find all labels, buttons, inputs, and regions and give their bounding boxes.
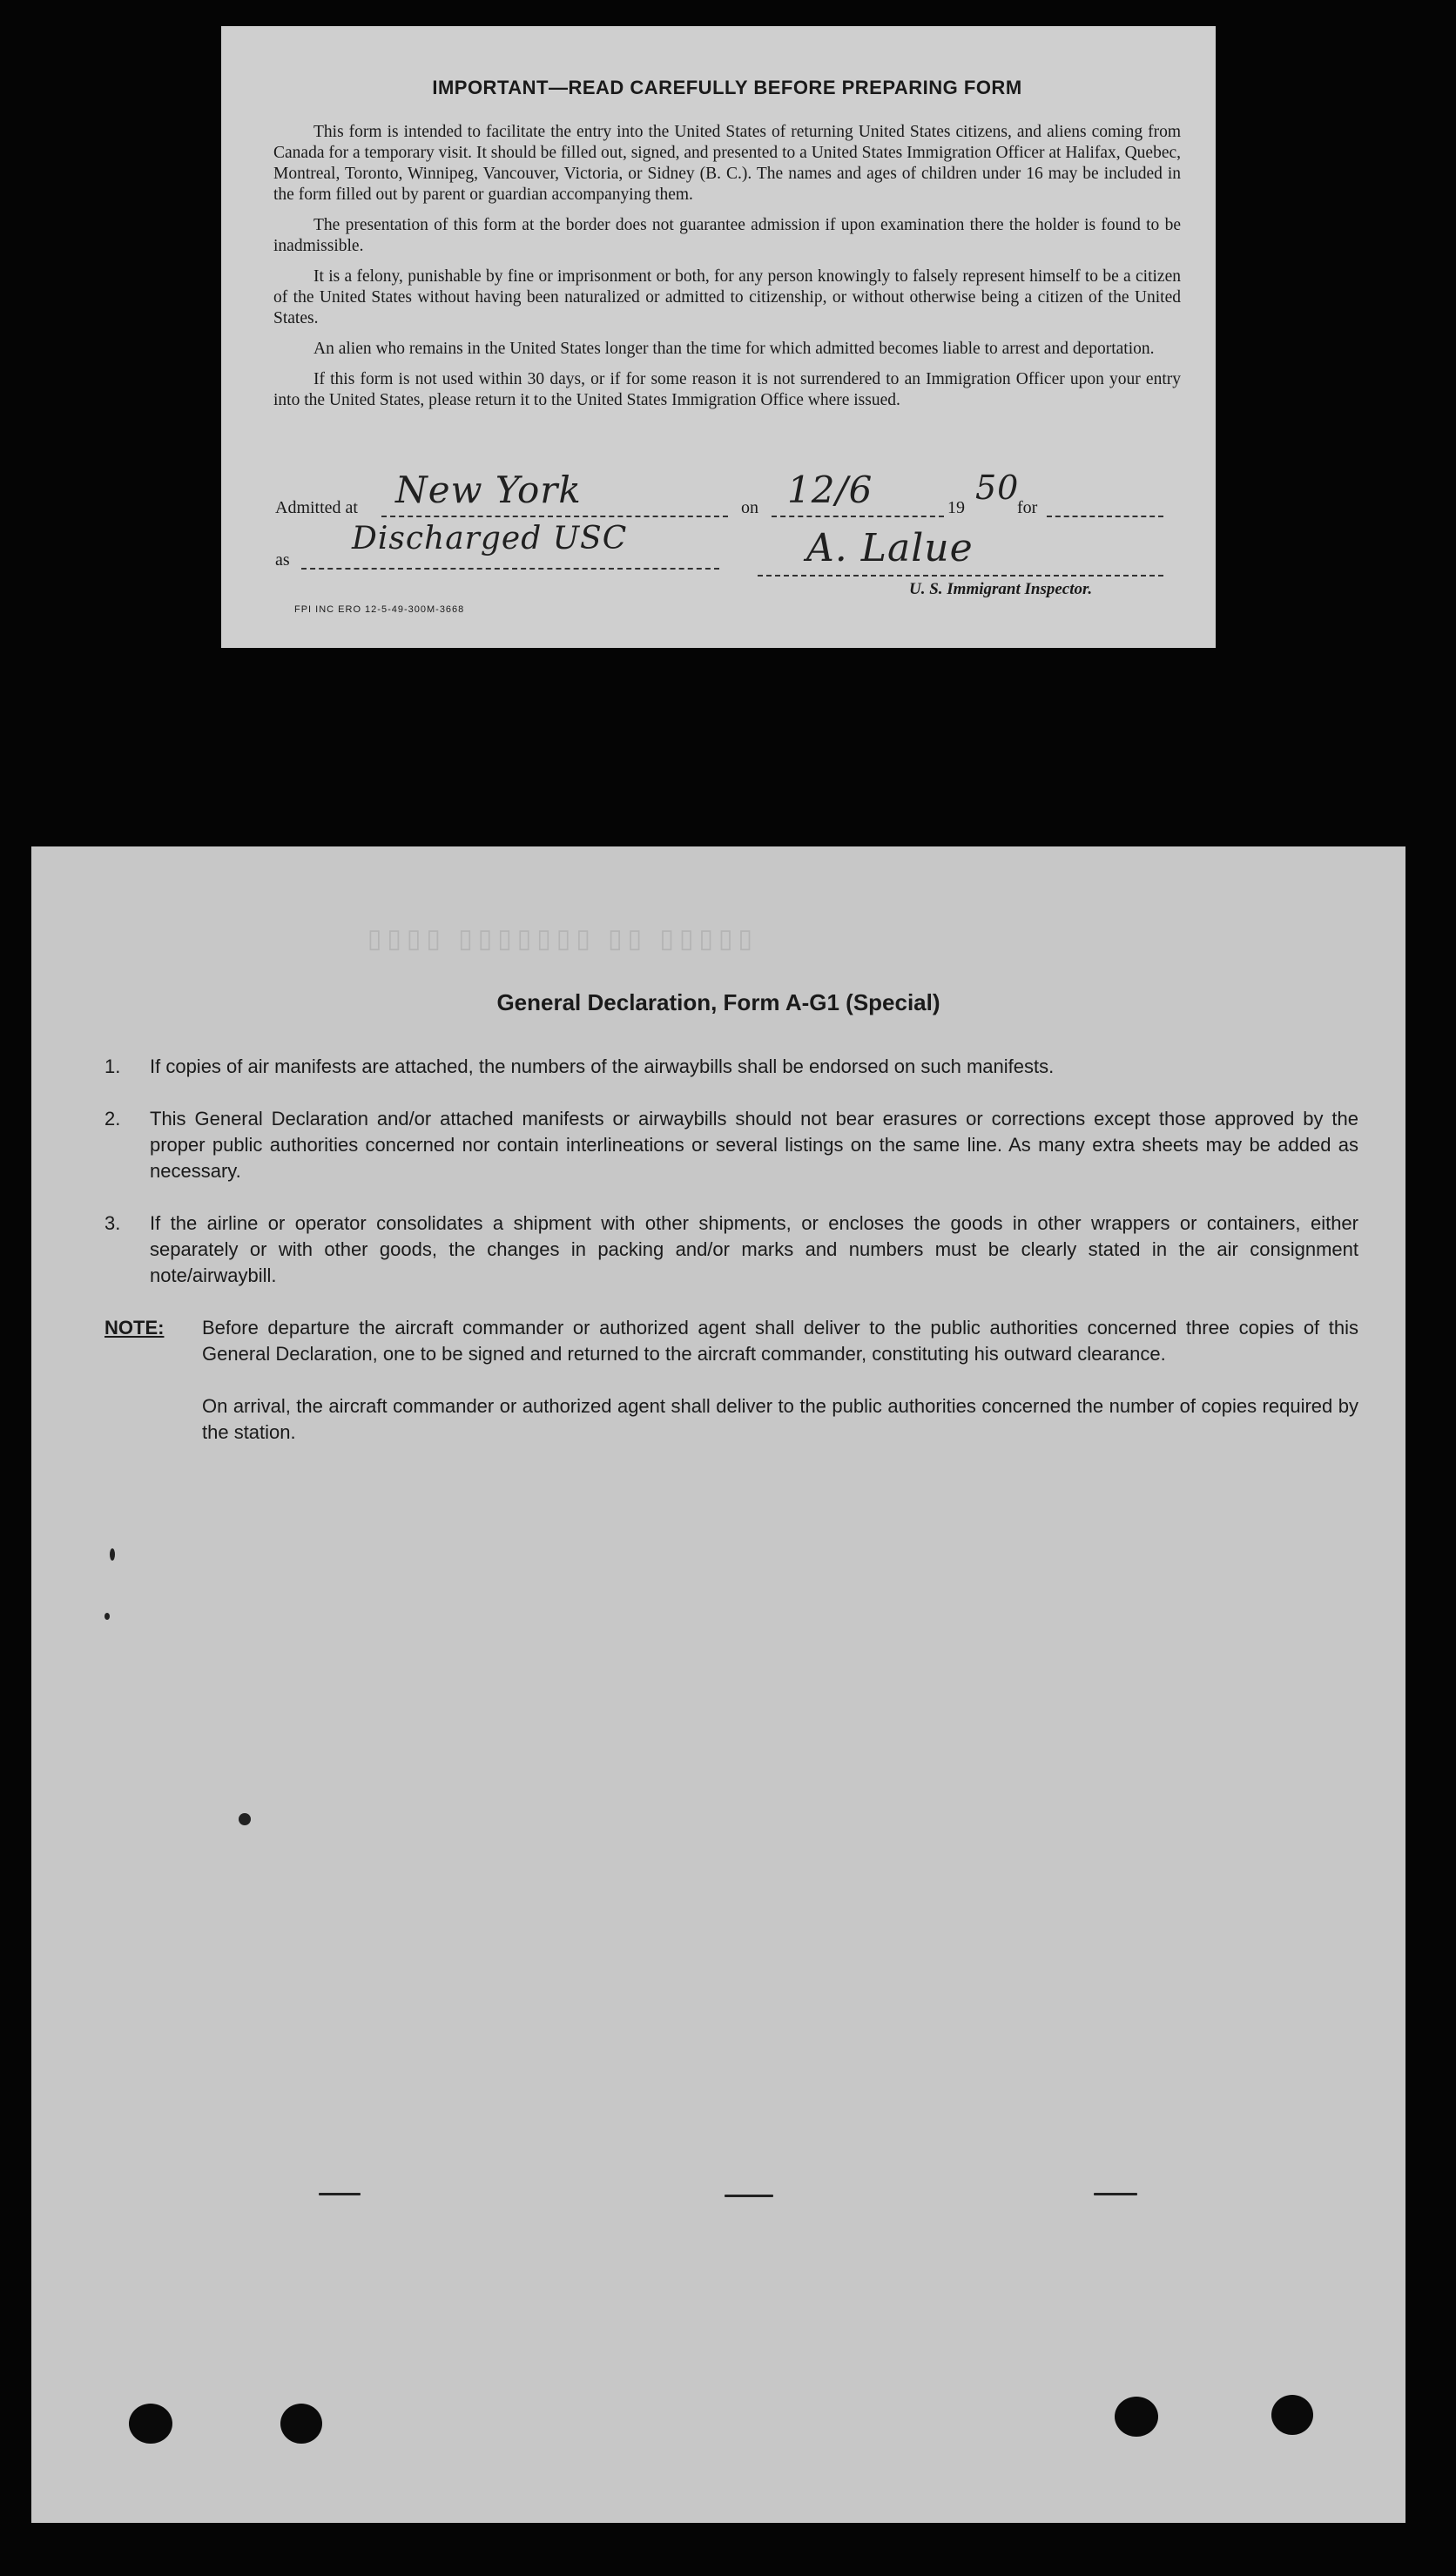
instruction-list — [104, 1054, 1358, 1472]
instruction-text: If copies of air manifests are attached, the numbers of the airwaybills shall be endorsed on such manifests. — [150, 1055, 1055, 1077]
ink-speck — [110, 1548, 115, 1561]
inspector-label: U. S. Immigrant Inspector. — [909, 580, 1093, 598]
inspector-signature: A. Lalue — [806, 526, 974, 570]
punch-hole — [129, 2404, 172, 2444]
for-line — [1047, 516, 1163, 517]
ink-speck — [239, 1813, 251, 1825]
date-line — [772, 516, 944, 517]
punch-hole — [1115, 2397, 1158, 2437]
year-value: 50 — [975, 469, 1020, 507]
card-paragraph-3: It is a felony, punishable by fine or imprisonment or both, for any person knowingly to falsely represent himself to be a citizen of the United States without having been naturalized or admitted to citizenship, or without otherwise being a citizen of the United States. — [273, 267, 1181, 327]
note-paragraph-2: On arrival, the aircraft commander or authorized agent shall deliver to the public authorities concerned the number of copies required by the station. — [202, 1395, 1358, 1443]
instruction-item — [104, 1210, 1358, 1289]
sheet-title: General Declaration, Form A-G1 (Special) — [496, 989, 940, 1015]
note-block — [104, 1315, 1358, 1472]
note-label: NOTE: — [104, 1317, 165, 1339]
as-label: as — [275, 550, 290, 570]
admitted-at-line — [381, 516, 728, 517]
admitted-at-value: New York — [395, 469, 582, 511]
for-label: for — [1017, 498, 1038, 517]
instruction-text: If the airline or operator consolidates a shipment with other shipments, or encloses the goods in other wrappers or containers, either separately or with other goods, the changes in packing and/or marks and numbers must be clearly stated in the air consignment note/airwaybill. — [150, 1212, 1358, 1286]
instruction-number: 1. — [104, 1055, 121, 1077]
signature-line — [758, 575, 1163, 577]
punch-hole — [1271, 2395, 1313, 2435]
year-prefix: 19 — [947, 498, 965, 517]
date-value: 12/6 — [787, 469, 873, 511]
bleedthrough-text: ▯▯▯▯▯ ▯▯ ▯▯▯▯▯▯▯ ▯▯▯▯ — [362, 927, 753, 956]
general-declaration-sheet — [31, 846, 1405, 2523]
immigration-form-card — [221, 26, 1216, 648]
form-code: FPI INC ERO 12-5-49-300M-3668 — [294, 604, 465, 615]
instruction-number: 3. — [104, 1212, 121, 1234]
instruction-text: This General Declaration and/or attached manifests or airwaybills should not bear erasures or corrections except those approved by the proper public authorities concerned nor contain interlineations or several listings on the same line. As many extra sheets may be added as necessary. — [150, 1108, 1358, 1182]
note-paragraph-1: Before departure the aircraft commander or authorized agent shall deliver to the public authorities concerned three copies of this General Declaration, one to be signed and returned to the aircraft commander, constituting his outward clearance. — [202, 1317, 1358, 1365]
ink-speck — [1094, 2193, 1137, 2195]
instruction-number: 2. — [104, 1108, 121, 1130]
as-value: Discharged USC — [352, 521, 628, 556]
admitted-at-label: Admitted at — [275, 498, 358, 517]
card-paragraph-2: The presentation of this form at the border does not guarantee admission if upon examination there the holder is found to be inadmissible. — [273, 216, 1181, 255]
card-paragraph-4: An alien who remains in the United States longer than the time for which admitted becomes liable to arrest and deportation. — [313, 340, 1155, 358]
on-label: on — [741, 498, 758, 517]
punch-hole — [280, 2404, 322, 2444]
card-paragraph-1: This form is intended to facilitate the entry into the United States of returning United States citizens, and aliens coming from Canada for a temporary visit. It should be filled out, signed, and presented to a United States Immigration Officer at Halifax, Quebec, Montreal, Toronto, Winnipeg, Vancouver, Victoria, or Sidney (B. C.). The names and ages of children under 16 may be included in the form filled out by parent or guardian accompanying them. — [273, 123, 1181, 204]
ink-speck — [104, 1613, 110, 1620]
note-body — [202, 1315, 1358, 1472]
card-title: IMPORTANT—READ CAREFULLY BEFORE PREPARING FORM — [432, 77, 1022, 98]
card-paragraph-5: If this form is not used within 30 days, or if for some reason it is not surrendered to an Immigration Officer upon your entry into the United States, please return it to the United States Immigration Office where issued. — [273, 370, 1181, 409]
as-line — [301, 568, 719, 570]
instruction-item — [104, 1106, 1358, 1184]
instruction-item — [104, 1054, 1358, 1080]
ink-speck — [319, 2193, 361, 2195]
ink-speck — [725, 2195, 773, 2197]
